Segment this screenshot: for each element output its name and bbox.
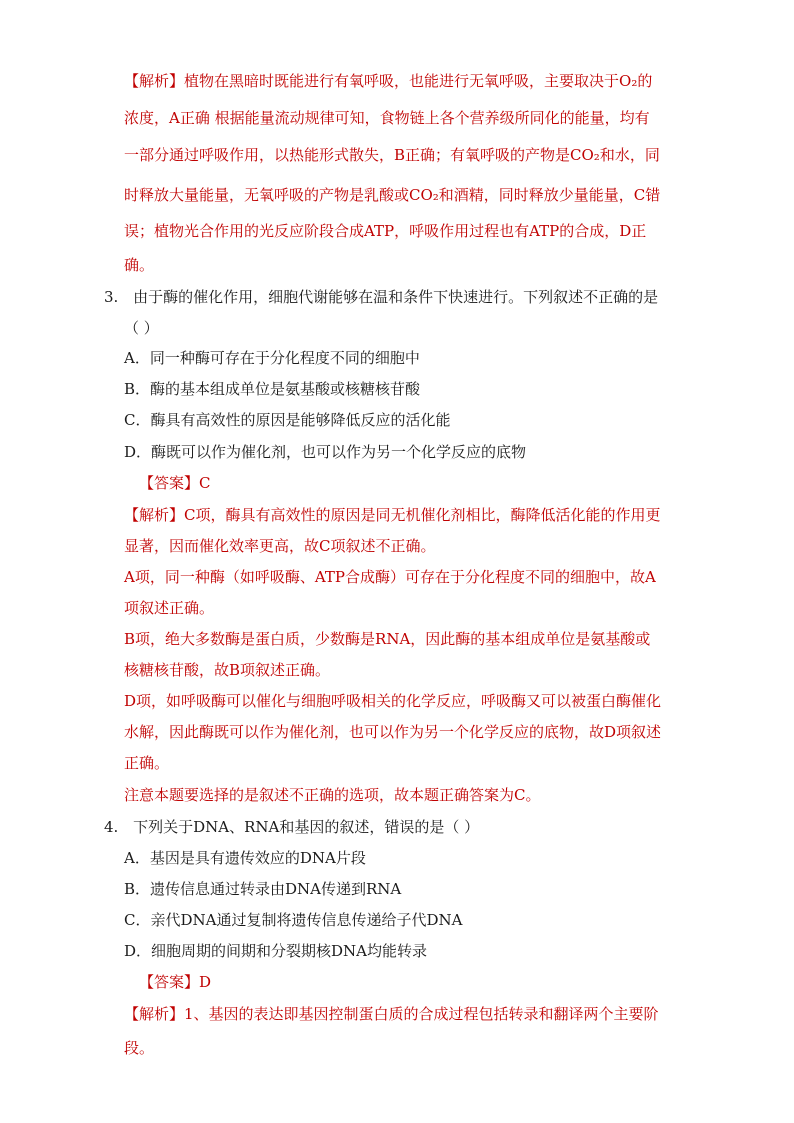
question-4-stem [104,816,479,837]
analysis-line: 项叙述正确。 [124,599,215,617]
analysis-text: C项，酶具有高效性的原因是同无机催化剂相比，酶降低活化能的作用更 [184,506,661,524]
analysis-line: D项，如呼吸酶可以催化与细胞呼吸相关的化学反应，呼吸酶又可以被蛋白酶催化 [124,692,662,710]
analysis-line: 浓度，A正确 根据能量流动规律可知，食物链上各个营养级所同化的能量，均有 [124,109,650,127]
analysis-text: 1、基因的表达即基因控制蛋白质的合成过程包括转录和翻译两个主要阶 [184,1005,659,1023]
analysis-line: B项，绝大多数酶是蛋白质，少数酶是RNA，因此酶的基本组成单位是氨基酸或 [124,630,651,648]
analysis-text: 植物在黑暗时既能进行有氧呼吸，也能进行无氧呼吸，主要取决于O₂的 [184,72,653,90]
option-d: D．细胞周期的间期和分裂期核DNA均能转录 [124,942,428,960]
analysis-line: 正确。 [124,754,170,772]
analysis-label: 【解析】 [124,1005,185,1023]
analysis-line: 误；植物光合作用的光反应阶段合成ATP，呼吸作用过程也有ATP的合成，D正 [124,222,647,240]
answer-label: 【答案】 [139,973,200,991]
analysis-label: 【解析】 [124,72,185,90]
question-number: 3. [104,288,119,306]
analysis-line: 核糖核苷酸，故B项叙述正确。 [124,661,331,679]
analysis-line [124,504,661,525]
analysis-line [124,1003,659,1024]
analysis-line: 水解，因此酶既可以作为催化剂，也可以作为另一个化学反应的底物，故D项叙述 [124,723,662,741]
answer-line [139,971,211,992]
question-text: 下列关于DNA、RNA和基因的叙述，错误的是（ ） [133,818,480,836]
question-number: 4. [104,818,119,836]
analysis-note: 注意本题要选择的是叙述不正确的选项，故本题正确答案为C。 [124,786,541,804]
answer-value: D [199,973,212,991]
option-b: B．酶的基本组成单位是氨基酸或核糖核苷酸 [124,380,421,398]
analysis-line: A项，同一种酶（如呼吸酶、ATP合成酶）可存在于分化程度不同的细胞中，故A [124,568,656,586]
analysis-line: 一部分通过呼吸作用，以热能形式散失，B正确；有氧呼吸的产物是CO₂和水，同 [124,146,660,164]
question-text: 由于酶的催化作用，细胞代谢能够在温和条件下快速进行。下列叙述不正确的是 [133,288,659,306]
analysis-label: 【解析】 [124,506,185,524]
answer-value: C [199,474,211,492]
option-c: C．亲代DNA通过复制将遗传信息传递给子代DNA [124,911,463,929]
answer-line [139,472,211,493]
option-d: D．酶既可以作为催化剂，也可以作为另一个化学反应的底物 [124,443,527,461]
analysis-line: 确。 [124,256,155,274]
analysis-line: 显著，因而催化效率更高，故C项叙述不正确。 [124,537,436,555]
option-c: C．酶具有高效性的原因是能够降低反应的活化能 [124,411,451,429]
question-3-stem [104,286,658,307]
answer-paren: （ ） [124,319,159,337]
option-b: B．遗传信息通过转录由DNA传递到RNA [124,880,402,898]
answer-label: 【答案】 [139,474,200,492]
analysis-line [124,70,652,91]
analysis-line: 时释放大量能量，无氧呼吸的产物是乳酸或CO₂和酒精，同时释放少量能量，C错 [124,186,661,204]
option-a: A．基因是具有遗传效应的DNA片段 [124,849,366,867]
option-a: A．同一种酶可存在于分化程度不同的细胞中 [124,349,420,367]
analysis-line: 段。 [124,1039,155,1057]
